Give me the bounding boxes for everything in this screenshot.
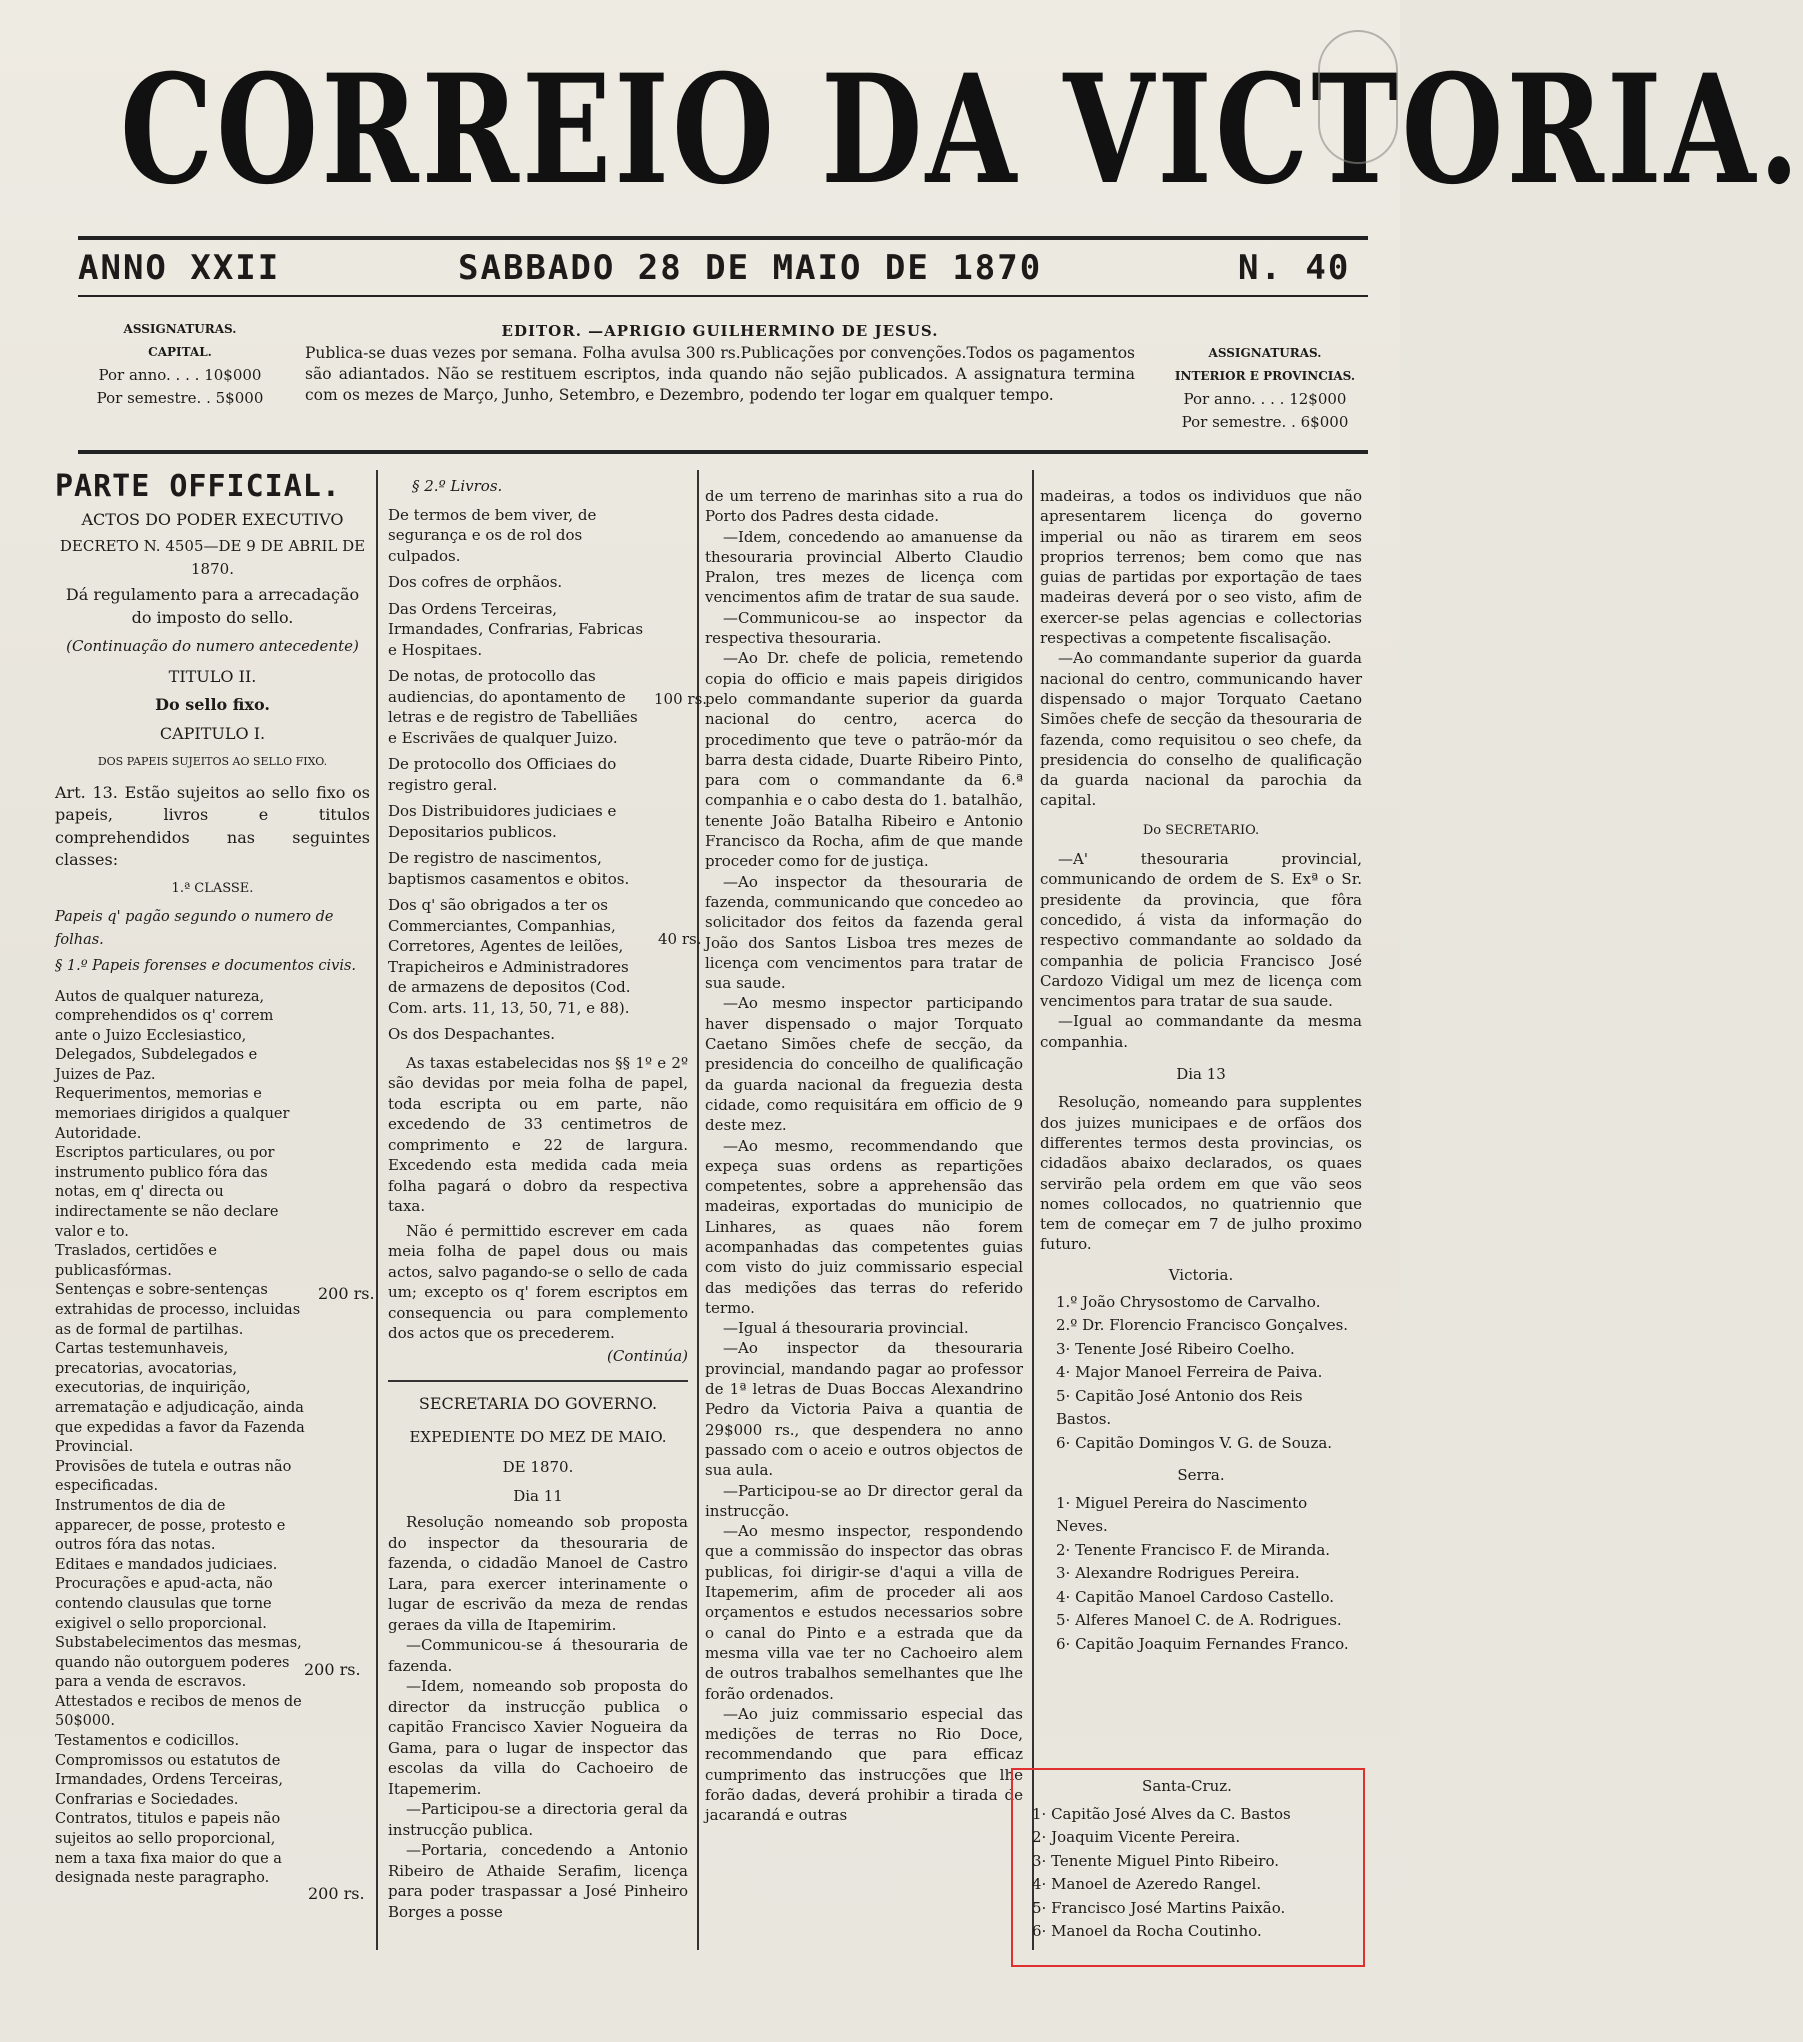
section-divider: [388, 1380, 688, 1382]
paragraph: —Ao mesmo inspector, respondendo que a commissão do inspector das obras publicas, foi dirigir-se d'aqui a villa de Itapemerim, afim de proceder ali aos orçamentos e estudos necessarios sobre o canal do Pinto e a estrada que da mesma villa vae ter no Cachoeiro alem de outros trabalhos semelhantes que lhe forão ordenados.: [705, 1522, 1023, 1703]
price-label: 100 rs.: [654, 690, 708, 708]
list-item: 3· Alexandre Rodrigues Pereira.: [1056, 1564, 1300, 1583]
serra-list: [1040, 1492, 1362, 1657]
paragraph: —Portaria, concedendo a Antonio Ribeiro de Athaide Serafim, licença para poder traspassar a José Pinheiro Borges a posse: [388, 1841, 688, 1921]
list-item: 3· Tenente Miguel Pinto Ribeiro.: [1032, 1851, 1279, 1870]
paragraph: —Igual á thesouraria provincial.: [723, 1319, 969, 1338]
district-title: Santa-Cruz.: [1142, 1777, 1232, 1795]
subscription-row: Por anno. . . . 10$000: [98, 366, 262, 384]
list-item: 3· Tenente José Ribeiro Coelho.: [1056, 1339, 1295, 1358]
list-item: 5· Alferes Manoel C. de A. Rodrigues.: [1056, 1611, 1342, 1630]
day-heading: Dia 13: [1176, 1065, 1226, 1084]
district-title: Victoria.: [1168, 1265, 1234, 1284]
paragraph: —Ao inspector da thesouraria provincial, mandando pagar ao professor de 1ª letras de Duas Boccas Alexandrino Pedro da Victoria Paiva a quantia de 29$000 rs., que despendera no anno passado com o aceio e outros objectos de sua aula.: [705, 1339, 1023, 1480]
paragraph: —Communicou-se á thesouraria de fazenda.: [388, 1636, 688, 1675]
price-label: 200 rs.: [318, 1284, 375, 1303]
price-label: 200 rs.: [304, 1660, 361, 1679]
masthead-title: CORREIO DA VICTORIA.: [120, 42, 1803, 218]
list-item: Substabelecimentos das mesmas, quando não outorguem poderes para a venda de escravos.: [55, 1635, 302, 1691]
price-label: 200 rs.: [308, 1884, 365, 1903]
secretario-heading: Do SECRETARIO.: [1142, 822, 1260, 838]
editor-notice: [305, 320, 1135, 406]
masthead-rule: [78, 236, 1368, 240]
section-heading: PARTE OFFICIAL.: [55, 469, 341, 504]
list-item: 2· Joaquim Vicente Pereira.: [1032, 1828, 1241, 1846]
column-1: PARTE OFFICIAL. ACTOS DO PODER EXECUTIVO DECRETO N. 4505—DE 9 DE ABRIL DE 1870. Dá regulamento para a arrecadação do imposto do sello. (Continuação do numero antecedente) TITULO II. Do sello fixo. CAPITULO I. DOS PAPEIS SUJEITOS AO SELLO FIXO. Art. 13. Estão sujeitos ao sello fixo os papeis, livros e titulos comprehendidos nas seguintes classes: 1.ª CLASSE. Papeis q' pagão segundo o numero de folhas. § 1.º Papeis forenses e documentos civis. Autos de qualquer natureza, comprehendidos os q' correm ante o Juizo Ecclesiastico, Delegados, Subdelegados e Juizes de Paz. Requerimentos, memorias e memoriaes dirigidos a qualquer Autoridade. Escriptos particulares, ou por instrumento publico fóra das notas, em q' directa ou indirectamente se não declare valor e to. Traslados, certidões e publicasfórmas. Sentenças e sobre-sentenças extrahidas de processo, incluidas as de formal de partilhas. Cartas testemunhaveis, precatorias, avocatorias, executorias, de inquirição, arrematação e adjudicação, ainda que expedidas a favor da Fazenda Provincial. Provisões de tutela e outras não especificadas. Instrumentos de dia de apparecer, de posse, protesto e outros fóra das notas. Editaes e mandados judiciaes. Procurações e apud-acta, não contendo clausulas que torne exigivel o sello proporcional. Substabelecimentos das mesmas, quando não outorguem poderes para a venda de escravos. Attestados e recibos de menos de 50$000. Testamentos e codicillos. Compromissos ou estatutos de Irmandades, Ordens Terceiras, Confrarias e Sociedades. Contratos, titulos e papeis não sujeitos ao sello proporcional, nem a taxa fixa maior do que a designada neste paragrapho.: [55, 476, 370, 1889]
list-item: Attestados e recibos de menos de 50$000.: [55, 1693, 302, 1730]
list-item: 4· Manoel de Azeredo Rangel.: [1032, 1875, 1262, 1893]
section-subheading: § 2.º Livros.: [412, 477, 503, 495]
paragraph: —Ao mesmo inspector participando haver dispensado o major Torquato Caetano Simões chefe de secção, da presidencia do conceilho de qualificação da guarda nacional da freguezia desta cidade, como requisitára em officio de 9 deste mez.: [705, 994, 1023, 1135]
price-label: 40 rs.: [658, 930, 702, 948]
paragraph: —Ao juiz commissario especial das medições de terras no Rio Doce, recommendando que para efficaz cumprimento das instrucções que lhe forão dadas, deverá prohibir a tirada de jacarandá e outras: [705, 1704, 1023, 1825]
subscription-row: Por anno. . . . 12$000: [1183, 390, 1347, 408]
column-rule: [1032, 470, 1034, 1950]
list-item: Dos cofres de orphãos.: [388, 573, 563, 591]
list-item: 2· Tenente Francisco F. de Miranda.: [1056, 1540, 1331, 1559]
list-item: Sentenças e sobre-sentenças extrahidas de processo, incluidas as de formal de partilhas.: [55, 1282, 301, 1338]
list-item: Das Ordens Terceiras, Irmandades, Confrarias, Fabricas e Hospitaes.: [388, 599, 644, 659]
header-rule: [78, 450, 1368, 454]
subscription-row: Por semestre. . 5$000: [96, 389, 264, 407]
paragraph: —Ao Dr. chefe de policia, remetendo copia do officio e mais papeis dirigidos pelo commandante superior da guarda nacional do centro, acerca do procedimento que teve o patrão-mór da barra desta cidade, Duarte Ribeiro Pinto, para com o commandante da 6.ª companhia e o cabo desta do 1. batalhão, tenente João Batalha Ribeiro e Antonio Francisco da Rocha, afim de que mande proceder como for de justiça.: [705, 649, 1023, 871]
list-item: 6· Manoel da Rocha Coutinho.: [1032, 1922, 1262, 1940]
list-item: Editaes e mandados judiciaes.: [55, 1556, 278, 1573]
column-3: [705, 486, 1023, 1826]
subscription-sub: CAPITAL.: [148, 345, 212, 359]
paragraph: Não é permittido escrever em cada meia folha de papel dous ou mais actos, salvo pagando-se o sello de cada um; excepto os q' forem escriptos em consequencia ou para complemento dos actos que os precederem.: [388, 1221, 688, 1342]
list-item: Contratos, titulos e papeis não sujeitos ao sello proporcional, nem a taxa fixa maior do que a designada neste paragrapho.: [55, 1811, 282, 1887]
issue-number: N. 40: [1238, 248, 1351, 288]
paragraph: —Ao mesmo, recommendando que expeça suas ordens as repartições competentes, sobre a apprehensão das madeiras, exportadas do municipio de Linhares, as quaes não forem acompanhadas das competentes guias com visto do juiz commissario especial das medições das terras do referido termo.: [705, 1136, 1023, 1317]
list-item: 4· Capitão Manoel Cardoso Castello.: [1056, 1587, 1334, 1606]
column-rule: [376, 470, 378, 1950]
paragraph: —Participou-se a directoria geral da instrucção publica.: [388, 1800, 688, 1839]
paragraph: —Ao inspector da thesouraria de fazenda, communicando que concedeo ao solicitador dos feitos da fazenda geral João dos Santos Lisboa tres mezes de licença com vencimentos para tratar de sua saude.: [705, 872, 1023, 993]
library-stamp: [1318, 30, 1398, 164]
list-item: Cartas testemunhaveis, precatorias, avocatorias, executorias, de inquirição, arrematação e adjudicação, ainda que expedidas a favor da Fazenda Provincial.: [55, 1341, 305, 1456]
list-item: Autos de qualquer natureza, comprehendidos os q' correm ante o Juizo Ecclesiastico, Delegados, Subdelegados e Juizes de Paz.: [55, 988, 274, 1083]
paragraph: As taxas estabelecidas nos §§ 1º e 2º são devidas por meia folha de papel, toda escripta ou em parte, não excedendo de 33 centimetros de comprimento e 22 de largura. Excedendo esta medida cada meia folha pagará o dobro da respectiva taxa.: [388, 1053, 688, 1215]
santa-cruz-block: [1022, 1775, 1352, 1944]
paragraph: —Communicou-se ao inspector da respectiva thesouraria.: [705, 608, 1023, 648]
list-item: Dos Distribuidores judiciaes e Depositarios publicos.: [388, 802, 617, 841]
list-item: Instrumentos de dia de apparecer, de posse, protesto e outros fóra das notas.: [55, 1497, 286, 1554]
list-item: 2.º Dr. Florencio Francisco Gonçalves.: [1056, 1316, 1349, 1335]
list-items: [55, 988, 305, 1889]
subscription-capital: [80, 318, 280, 410]
secretaria-title: SECRETARIA DO GOVERNO.: [418, 1394, 658, 1413]
subscription-row: Por semestre. . 6$000: [1181, 413, 1349, 431]
subscription-interior: ASSIGNATURAS. INTERIOR E PROVINCIAS. Por anno. . . . 12$000 Por semestre. . 6$000: [1160, 342, 1370, 434]
paragraph: —Idem, nomeando sob proposta do director da instrucção publica o capitão Francisco Xavier Nogueira da Gama, para o lugar de inspector das escolas da villa do Cachoeiro de Itapemerim.: [388, 1677, 688, 1798]
victoria-list: [1040, 1291, 1362, 1456]
list-item: Escriptos particulares, ou por instrumento publico fóra das notas, em q' directa ou indirectamente se não declare valor e to.: [55, 1145, 279, 1240]
day-heading: Dia 11: [513, 1486, 563, 1505]
issue-date: SABBADO 28 DE MAIO DE 1870: [458, 248, 1043, 288]
list-item: Requerimentos, memorias e memoriaes dirigidos a qualquer Autoridade.: [55, 1086, 290, 1142]
column-4: [1040, 486, 1362, 1656]
paragraph: —A' thesouraria provincial, communicando de ordem de S. Exª o Sr. presidente da provincia, que fôra concedido, á vista da informação do respectivo commandante ao soldado da companhia de policia Francisco José Cardozo Vidigal um mez de licença com vencimentos para tratar de sua saude.: [1040, 850, 1362, 1011]
subscription-title: ASSIGNATURAS.: [123, 322, 237, 336]
list-item: Compromissos ou estatutos de Irmandades, Ordens Terceiras, Confrarias e Sociedades.: [55, 1752, 283, 1808]
column-2: § 2.º Livros. De termos de bem viver, de segurança e os de rol dos culpados. Dos cofres de orphãos. Das Ordens Terceiras, Irmandades, Confrarias, Fabricas e Hospitaes. De notas, de protocollo das audiencias, do apontamento de letras e de registro de Tabelliães e Escrivães de qualquer Juizo. De protocollo dos Officiaes do registro geral. Dos Distribuidores judiciaes e Depositarios publicos. De registro de nascimentos, baptismos casamentos e obitos. Dos q' são obrigados a ter os Commerciantes, Companhias, Corretores, Agentes de leilões, Trapicheiros e Administradores de armazens de depositos (Cod. Com. arts. 11, 13, 50, 71, e 88). Os dos Despachantes. As taxas estabelecidas nos §§ 1º e 2º são devidas por meia folha de papel, toda escripta ou em parte, não excedendo de 33 centimetros de comprimento e 22 de largura. Excedendo esta medida cada meia folha pagará o dobro da respectiva taxa. Não é permittido escrever em cada meia folha de papel dous ou mais actos, salvo pagando-se o sello de cada um; excepto os q' forem escriptos em consequencia ou para complemento dos actos que os precederem. (Continúa) SECRETARIA DO GOVERNO. EXPEDIENTE DO MEZ DE MAIO. DE 1870. Dia 11 Resolução nomeando sob proposta do inspector da thesouraria de fazenda, o cidadão Manoel de Castro Lara, para exercer interinamente o lugar de escrivão da meza de rendas geraes da villa de Itapemirim. —Communicou-se á thesouraria de fazenda. —Idem, nomeando sob proposta do director da instrucção publica o capitão Francisco Xavier Nogueira da Gama, para o lugar de inspector das escolas da villa do Cachoeiro de Itapemerim. —Participou-se a directoria geral da instrucção publica. —Portaria, concedendo a Antonio Ribeiro de Athaide Serafim, licença para poder traspassar a José Pinheiro Borges a posse: [388, 477, 688, 1921]
list-item: Testamentos e codicillos.: [55, 1733, 240, 1750]
list-item: 4· Major Manoel Ferreira de Paiva.: [1056, 1363, 1323, 1382]
list-item: Traslados, certidões e publicasfórmas.: [55, 1243, 217, 1279]
paragraph: Resolução, nomeando para supplentes dos juizes municipaes e de orfãos dos differentes termos desta provincias, os cidadãos abaixo declarados, os quaes servirão pela ordem em que vão seos nomes collocados, no quatriennio que tem de começar em 7 de julho proximo futuro.: [1040, 1093, 1362, 1254]
list-item: De notas, de protocollo das audiencias, do apontamento de letras e de registro de Tabelliães e Escrivães de qualquer Juizo.: [388, 667, 638, 747]
paragraph: —Ao commandante superior da guarda nacional do centro, communicando haver dispensado o major Torquato Caetano Simões chefe de secção da thesouraria de fazenda, como requisitou o seo chefe, da presidencia do conselho de qualificação da guarda nacional da parochia da capital.: [1040, 649, 1362, 810]
list-item: De termos de bem viver, de segurança e os de rol dos culpados.: [388, 505, 597, 565]
list-item: Os dos Despachantes.: [388, 1025, 556, 1043]
paragraph: madeiras, a todos os individuos que não apresentarem licença do governo imperial ou não as tirarem em seos proprios terrenos; bem como que nas guias de partidas por exportação de taes madeiras deverá por o seo visto, afim de exercer-se pelas agencias e collectorias respectivas a competente fiscalisação.: [1040, 487, 1362, 648]
paragraph: —Participou-se ao Dr director geral da instrucção.: [705, 1481, 1023, 1520]
list-item: 5· Francisco José Martins Paixão.: [1032, 1898, 1286, 1917]
paragraph: —Idem, concedendo ao amanuense da thesouraria provincial Alberto Claudio Pralon, tres mezes de licença com vencimentos afim de tratar de sua saude.: [705, 527, 1023, 607]
list-item: Dos q' são obrigados a ter os Commerciantes, Companhias, Corretores, Agentes de leilões, Trapicheiros e Administradores de armazens de depositos (Cod. Com. arts. 11, 13, 50, 71, e 88).: [388, 896, 631, 1017]
list-item: 1· Capitão José Alves da C. Bastos: [1032, 1804, 1291, 1823]
books-list: [388, 505, 650, 1045]
santa-cruz-list: [1022, 1803, 1352, 1944]
editor-name: EDITOR. —APRIGIO GUILHERMINO DE JESUS.: [501, 322, 939, 340]
list-item: 1.º João Chrysostomo de Carvalho.: [1056, 1292, 1321, 1311]
acts-heading: ACTOS DO PODER EXECUTIVO: [81, 509, 344, 529]
publication-notice: Publica-se duas vezes por semana. Folha avulsa 300 rs.Publicações por convenções.Todos os pagamentos são adiantados. Não se restituem escriptos, inda quando não sejão publicados. A assignatura termina com os mezes de Março, Junho, Setembro, e Dezembro, podendo ter logar em qualquer tempo.: [305, 344, 1135, 404]
list-item: Provisões de tutela e outras não especificadas.: [55, 1458, 292, 1495]
district-title: Serra.: [1177, 1466, 1225, 1485]
list-item: De registro de nascimentos, baptismos casamentos e obitos.: [388, 849, 630, 888]
secretaria-subtitle: EXPEDIENTE DO MEZ DE MAIO.: [409, 1427, 667, 1446]
list-item: De protocollo dos Officiaes do registro geral.: [388, 755, 617, 794]
paragraph: de um terreno de marinhas sito a rua do Porto dos Padres desta cidade.: [705, 487, 1023, 526]
paragraph: Resolução nomeando sob proposta do inspector da thesouraria de fazenda, o cidadão Manoel de Castro Lara, para exercer interinamente o lugar de escrivão da meza de rendas geraes da villa de Itapemirim.: [388, 1513, 688, 1634]
issue-year: ANNO XXII: [78, 248, 281, 288]
list-item: Procurações e apud-acta, não contendo clausulas que torne exigivel o sello proporcional.: [55, 1576, 273, 1632]
paragraph: —Igual ao commandante da mesma companhia.: [1040, 1012, 1362, 1051]
list-item: 5· Capitão José Antonio dos Reis Bastos.: [1056, 1386, 1303, 1429]
decree-number: DECRETO N. 4505—DE 9 DE ABRIL DE 1870.: [59, 537, 366, 578]
continua-note: (Continúa): [607, 1346, 688, 1365]
list-item: 1· Miguel Pereira do Nascimento Neves.: [1056, 1493, 1308, 1536]
list-item: 6· Capitão Joaquim Fernandes Franco.: [1056, 1634, 1349, 1653]
list-item: 6· Capitão Domingos V. G. de Souza.: [1056, 1433, 1333, 1452]
dateline-rule: [78, 295, 1368, 297]
